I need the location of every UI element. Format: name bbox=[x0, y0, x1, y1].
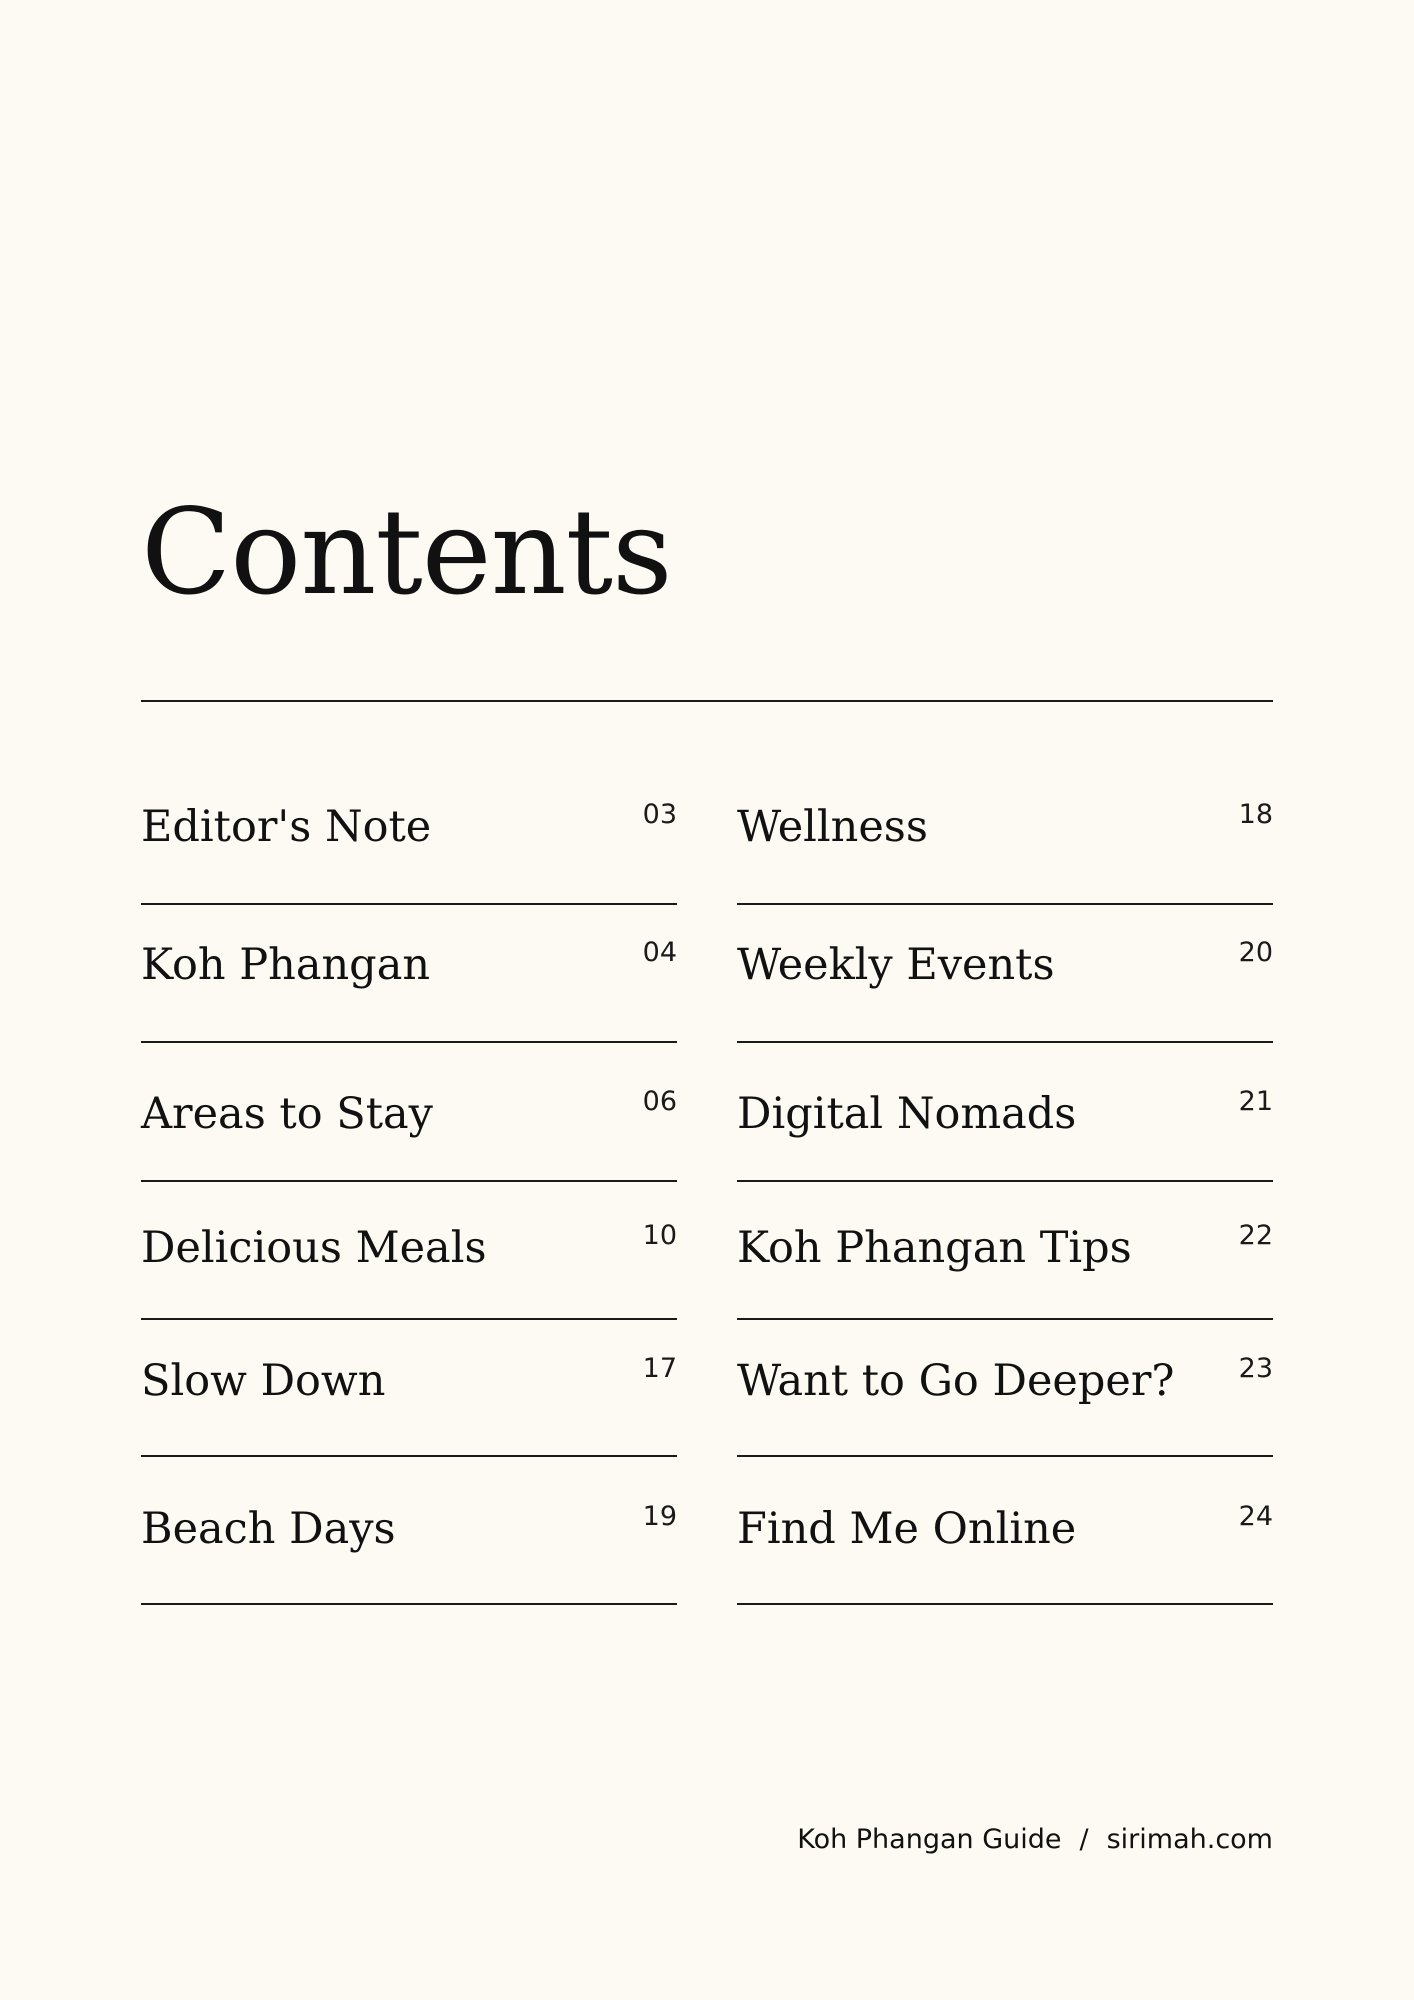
toc-item-page-number: 19 bbox=[642, 1501, 677, 1532]
page-footer bbox=[797, 1822, 1273, 1858]
toc-divider bbox=[141, 1603, 677, 1605]
toc-item-want-to-go-deeper[interactable] bbox=[737, 1351, 1273, 1411]
toc-item-areas-to-stay[interactable] bbox=[141, 1084, 677, 1144]
toc-item-beach-days[interactable] bbox=[141, 1499, 677, 1559]
toc-item-page-number: 18 bbox=[1238, 799, 1273, 830]
toc-divider bbox=[141, 1318, 677, 1320]
toc-item-page-number: 24 bbox=[1238, 1501, 1273, 1532]
toc-item-label: Digital Nomads bbox=[737, 1089, 1077, 1139]
toc-item-page-number: 20 bbox=[1238, 937, 1273, 968]
toc-item-label: Want to Go Deeper? bbox=[737, 1356, 1175, 1406]
toc-item-page-number: 03 bbox=[642, 799, 677, 830]
toc-divider bbox=[737, 1041, 1273, 1043]
footer-separator: / bbox=[1079, 1824, 1089, 1855]
toc-item-label: Delicious Meals bbox=[141, 1223, 487, 1273]
footer-website-link[interactable]: sirimah.com bbox=[1106, 1824, 1273, 1855]
toc-item-label: Find Me Online bbox=[737, 1504, 1077, 1554]
page-title: Contents bbox=[141, 483, 672, 621]
toc-item-page-number: 22 bbox=[1238, 1220, 1273, 1251]
toc-divider bbox=[141, 1180, 677, 1182]
toc-item-label: Editor's Note bbox=[141, 802, 432, 852]
toc-item-label: Wellness bbox=[737, 802, 928, 852]
toc-item-slow-down[interactable] bbox=[141, 1351, 677, 1411]
toc-item-page-number: 17 bbox=[642, 1353, 677, 1384]
toc-item-find-me-online[interactable] bbox=[737, 1499, 1273, 1559]
toc-divider bbox=[141, 903, 677, 905]
toc-item-page-number: 10 bbox=[642, 1220, 677, 1251]
footer-guide-name: Koh Phangan Guide bbox=[797, 1824, 1062, 1855]
toc-item-page-number: 04 bbox=[642, 937, 677, 968]
toc-item-page-number: 23 bbox=[1238, 1353, 1273, 1384]
toc-divider bbox=[737, 1603, 1273, 1605]
toc-divider bbox=[141, 1041, 677, 1043]
toc-item-label: Slow Down bbox=[141, 1356, 386, 1406]
toc-column-right bbox=[737, 0, 1273, 2000]
toc-item-label: Koh Phangan bbox=[141, 940, 431, 990]
toc-divider bbox=[141, 1455, 677, 1457]
toc-item-delicious-meals[interactable] bbox=[141, 1218, 677, 1278]
toc-item-page-number: 06 bbox=[642, 1086, 677, 1117]
toc-item-weekly-events[interactable] bbox=[737, 935, 1273, 995]
toc-divider bbox=[737, 903, 1273, 905]
toc-divider bbox=[737, 1455, 1273, 1457]
toc-item-koh-phangan[interactable] bbox=[141, 935, 677, 995]
toc-item-label: Weekly Events bbox=[737, 940, 1055, 990]
toc-item-wellness[interactable] bbox=[737, 797, 1273, 857]
toc-divider bbox=[737, 1318, 1273, 1320]
toc-divider bbox=[737, 1180, 1273, 1182]
toc-item-label: Areas to Stay bbox=[141, 1089, 433, 1139]
toc-item-digital-nomads[interactable] bbox=[737, 1084, 1273, 1144]
toc-item-label: Koh Phangan Tips bbox=[737, 1223, 1132, 1273]
toc-item-editors-note[interactable] bbox=[141, 797, 677, 857]
toc-column-left bbox=[141, 0, 677, 2000]
toc-item-page-number: 21 bbox=[1238, 1086, 1273, 1117]
toc-item-koh-phangan-tips[interactable] bbox=[737, 1218, 1273, 1278]
toc-item-label: Beach Days bbox=[141, 1504, 396, 1554]
